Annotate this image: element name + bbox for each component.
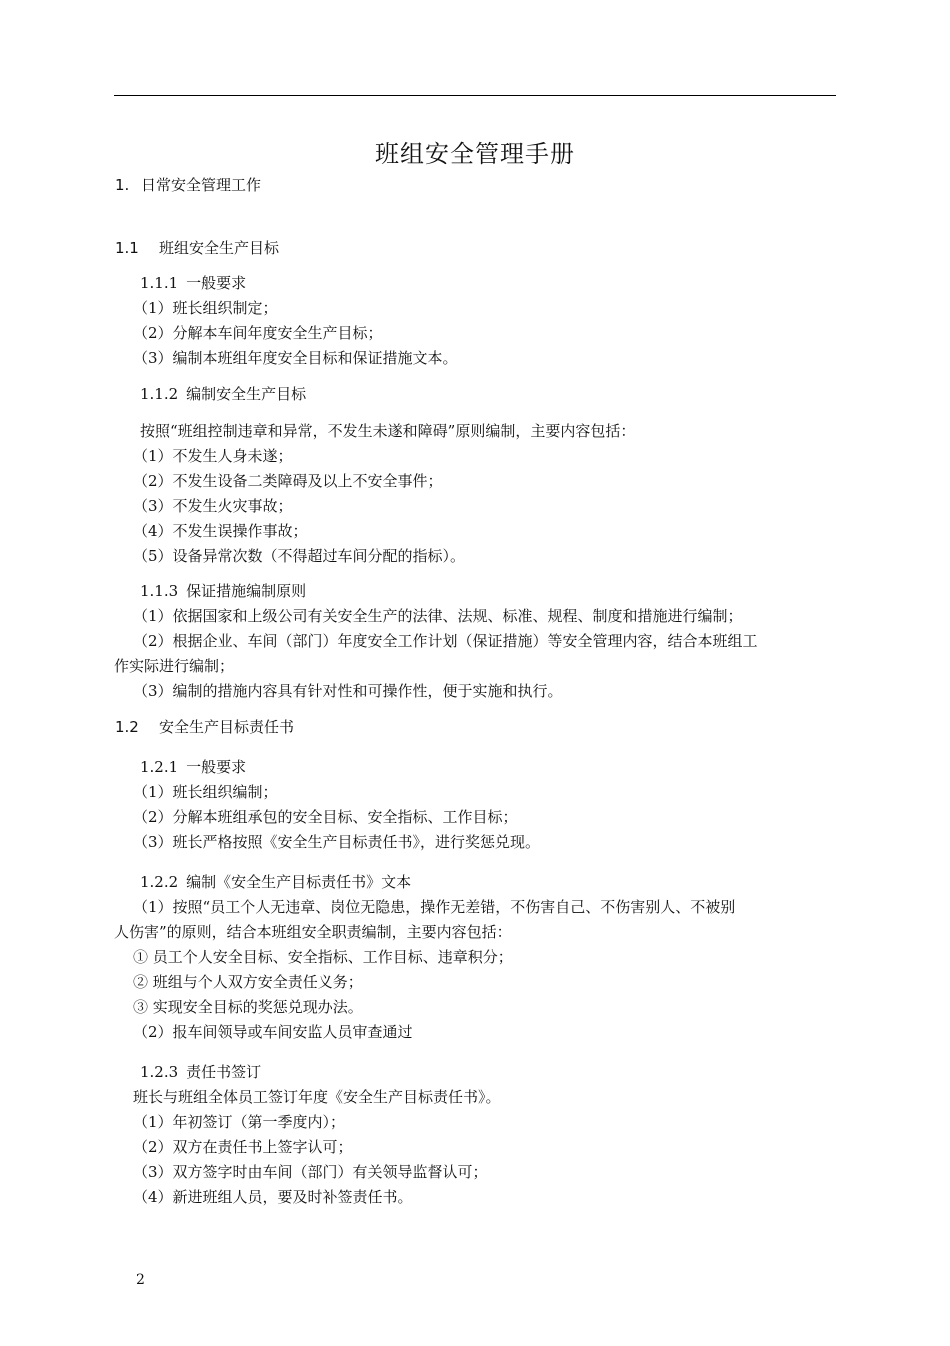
list-item: （2）双方在责任书上签字认可； (133, 1138, 353, 1156)
list-item: （4）新进班组人员，要及时补签责任书。 (133, 1188, 413, 1206)
section-heading-1-1 (115, 238, 279, 258)
section-title: 日常安全管理工作 (141, 176, 262, 194)
list-item-continuation: 人伤害”的原则，结合本班组安全职责编制，主要内容包括： (114, 923, 512, 941)
subsection-title: 编制《安全生产目标责任书》文本 (186, 873, 412, 891)
section-heading-1-2 (115, 717, 294, 737)
subsection-heading-1-1-1 (140, 273, 246, 293)
list-item: （3）编制本班组年度安全目标和保证措施文本。 (133, 349, 458, 367)
list-item: （1）班长组织制定； (133, 299, 278, 317)
list-item: （4）不发生误操作事故； (133, 522, 308, 540)
page-number: 2 (136, 1272, 145, 1288)
list-item: （1）依据国家和上级公司有关安全生产的法律、法规、标准、规程、制度和措施进行编制； (133, 607, 743, 625)
subsection-title: 一般要求 (186, 274, 247, 292)
sub-list-item: ③ 实现安全目标的奖惩兑现办法。 (133, 998, 363, 1016)
subsection-heading-1-2-3 (140, 1062, 261, 1082)
list-item: （3）编制的措施内容具有针对性和可操作性，便于实施和执行。 (133, 682, 563, 700)
list-item: （1）按照“员工个人无违章、岗位无隐患，操作无差错，不伤害自己、不伤害别人、不被别 (133, 898, 736, 916)
subsection-title: 保证措施编制原则 (186, 582, 307, 600)
section-heading-1 (115, 175, 261, 195)
section-number: 1.1 (115, 239, 139, 257)
list-item: （1）年初签订（第一季度内）； (133, 1113, 346, 1131)
list-item: （3）双方签字时由车间（部门）有关领导监督认可； (133, 1163, 488, 1181)
subsection-heading-1-2-1 (140, 757, 246, 777)
section-title: 安全生产目标责任书 (159, 718, 295, 736)
subsection-number: 1.1.1 (140, 274, 179, 292)
subsection-title: 责任书签订 (186, 1063, 262, 1081)
subsection-heading-1-1-3 (140, 581, 306, 601)
paragraph: 班长与班组全体员工签订年度《安全生产目标责任书》。 (133, 1088, 501, 1106)
list-item: （5）设备异常次数（不得超过车间分配的指标）。 (133, 547, 466, 565)
subsection-title: 一般要求 (186, 758, 247, 776)
list-item: （1）不发生人身未遂； (133, 447, 293, 465)
list-item: （3）不发生火灾事故； (133, 497, 293, 515)
list-item: （2）报车间领导或车间安监人员审查通过 (133, 1023, 413, 1041)
list-item: （1）班长组织编制； (133, 783, 278, 801)
list-item: （2）不发生设备二类障碍及以上不安全事件； (133, 472, 443, 490)
header-rule (114, 95, 836, 96)
list-item: （3）班长严格按照《安全生产目标责任书》，进行奖惩兑现。 (133, 833, 541, 851)
list-item-continuation: 作实际进行编制； (114, 657, 235, 675)
subsection-number: 1.2.2 (140, 873, 179, 891)
sub-list-item: ① 员工个人安全目标、安全指标、工作目标、违章积分； (133, 948, 513, 966)
subsection-heading-1-2-2 (140, 872, 411, 892)
sub-list-item: ② 班组与个人双方安全责任义务； (133, 973, 363, 991)
list-item: （2）分解本班组承包的安全目标、安全指标、工作目标； (133, 808, 518, 826)
subsection-number: 1.2.1 (140, 758, 179, 776)
section-number: 1. (115, 176, 130, 194)
subsection-heading-1-1-2 (140, 384, 306, 404)
subsection-number: 1.1.3 (140, 582, 179, 600)
subsection-title: 编制安全生产目标 (186, 385, 307, 403)
list-item: （2）根据企业、车间（部门）年度安全工作计划（保证措施）等安全管理内容，结合本班组工 (133, 632, 758, 650)
section-number: 1.2 (115, 718, 139, 736)
paragraph: 按照“班组控制违章和异常，不发生未遂和障碍”原则编制，主要内容包括： (140, 422, 636, 440)
subsection-number: 1.1.2 (140, 385, 179, 403)
section-title: 班组安全生产目标 (159, 239, 280, 257)
subsection-number: 1.2.3 (140, 1063, 179, 1081)
list-item: （2）分解本车间年度安全生产目标； (133, 324, 383, 342)
document-title: 班组安全管理手册 (375, 140, 575, 168)
